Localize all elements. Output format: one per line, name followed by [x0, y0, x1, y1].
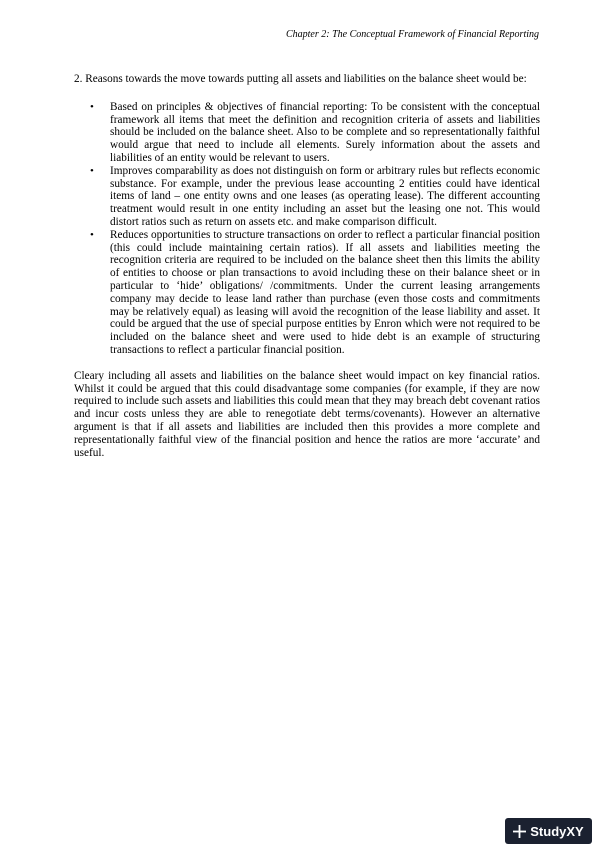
studyxy-logo[interactable]	[505, 818, 592, 844]
logo-text: StudyXY	[530, 823, 584, 839]
list-item-text: Based on principles & objectives of financial reporting: To be consistent with the conceptual framework all items that meet the definition and recognition criteria of assets and liabilities should be included on the balance sheet. Also to be complete and so representationally faithful would argue that need to include all elements. Surely information about the assets and liabilities of an entity would be relevant to users.	[110, 100, 540, 164]
plus-icon	[513, 825, 526, 838]
bullet-icon: •	[90, 164, 94, 177]
list-item-text: Improves comparability as does not distinguish on form or arbitrary rules but reflects economic substance. For example, under the previous lease accounting 2 entities could have identical items of land – one entity owns and one leases (as operating lease). The different accounting treatment would result in one entity including an asset but the leasing one not. This would distort ratios such as return on assets etc. and make comparison difficult.	[110, 164, 540, 228]
page-header: Chapter 2: The Conceptual Framework of Financial Reporting	[285, 29, 539, 40]
bullet-icon: •	[90, 100, 94, 113]
list-item	[90, 164, 540, 229]
list-item	[90, 100, 540, 165]
intro-paragraph: 2. Reasons towards the move towards putting all assets and liabilities on the balance sheet would be:	[74, 73, 527, 85]
list-item	[90, 228, 540, 357]
bullet-icon: •	[90, 228, 94, 241]
conclusion-paragraph: Cleary including all assets and liabilities on the balance sheet would impact on key financial ratios. Whilst it could be argued that this could disadvantage some companies (for example, if they are now required to include such assets and liabilities this could mean that they may breach debt covenant ratios and incur costs unless they are able to renegotiate debt terms/covenants). However an alternative argument is that if all assets and liabilities are included then this provides a more complete and representationally faithful view of the financial position and hence the ratios are more ‘accurate’ and useful.	[74, 369, 540, 459]
reasons-list	[74, 101, 540, 357]
document-body	[74, 73, 540, 459]
list-item-text: Reduces opportunities to structure transactions on order to reflect a particular financial position (this could include maintaining certain ratios). If all assets and liabilities meeting the recognition criteria are required to be included on the balance sheet then this limits the ability of entities to choose or plan transactions to avoid including these on their balance sheet or in particular to ‘hide’ obligations/ /commitments. Under the current leasing arrangements company may decide to lease land rather than purchase (even those costs and commitments may be relatively equal) as leasing will avoid the recognition of the lease liability and asset. It could be argued that the use of special purpose entities by Enron which were not required to be included on the balance sheet and were used to hide debt is an example of structuring transactions to reflect a particular financial position.	[110, 228, 540, 356]
